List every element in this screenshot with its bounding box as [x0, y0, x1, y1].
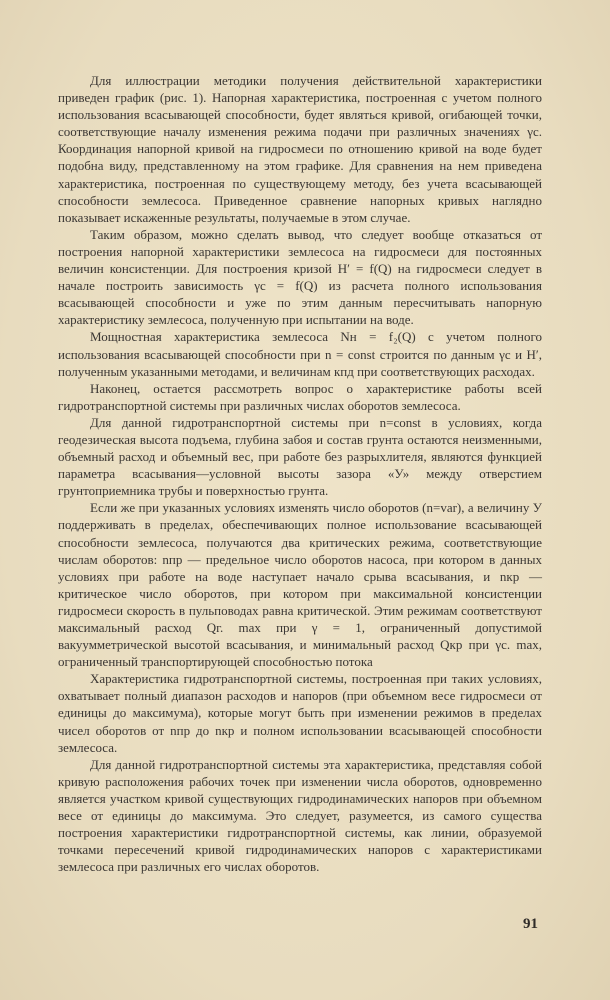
paragraph-5: Для данной гидротранспортной системы при n=const в условиях, когда геодезическая высота подъема, глубина забоя и состав грунта остаются неизменными, объемный расход и объемный вес, при работе без разрыхлителя, являются функцией параметра всасывания—условной высоты зазора «У» между отверстием грунтоприемника трубы и поверхностью грунта.: [58, 414, 542, 499]
paragraph-1: Для иллюстрации методики получения действительной характеристики приведен график (рис. 1). Напорная характеристика, построенная с учетом полного использования всасывающей способности, будет являться кривой, огибающей точки, соответствующие началу изменения режима подачи при различных значениях γс. Координация напорной кривой на гидросмеси по отношению кривой на воде будет подобна виду, представленному на этом графике. Для сравнения на нем приведена характеристика, построенная по существующему методу, без учета всасывающей способности землесоса. Приведенное сравнение напорных кривых наглядно показывает искаженные результаты, получаемые в этом случае.: [58, 73, 542, 225]
paragraph-6: Если же при указанных условиях изменять число оборотов (n=var), а величину У поддерживать в пределах, обеспечивающих полное использование всасывающей способности землесоса, получаются два критических режима, соответствующие числам оборотов: nпр — предельное число оборотов насоса, при котором в данных условиях при работе на воде наступает начало срыва всасывания, и nкр — критическое число оборотов, при котором при максимальной консистенции гидросмеси скорость в пульповодах равна критической. Этим режимам соответствуют максимальный расход Qг. max при γ = 1, ограниченный допустимой вакуумметрической высотой всасывания, и минимальный расход Qкр при γс. max, ограниченный транспортирующей способностью потока: [58, 500, 542, 670]
paragraph-3: Мощностная характеристика землесоса Nн = f₂(Q) с учетом полного использования всасывающей способности при n = const строится по данным γс и H′, полученным указанными методами, и величинам кпд при соответствующих расходах.: [58, 329, 542, 379]
page-number: 91: [523, 916, 538, 932]
body-text: [58, 72, 542, 875]
paragraph-7: Характеристика гидротранспортной системы, построенная при таких условиях, охватывает полный диапазон расходов и напоров (при объемном весе гидросмеси от единицы до максимума), которые могут быть при изменении режимов в пределах чисел оборотов от nпр до nкр и полном использовании всасывающей способности землесоса.: [58, 671, 542, 755]
paragraph-4: Наконец, остается рассмотреть вопрос о характеристике работы всей гидротранспортной системы при различных числах оборотов землесоса.: [58, 380, 542, 413]
paragraph-2: Таким образом, можно сделать вывод, что следует вообще отказаться от построения напорной характеристики землесоса на гидросмеси для постоянных величин консистенции. Для построения кризой H′ = f(Q) на гидросмеси следует в начале построить зависимость γс = f(Q) из расчета полного использования всасывающей способности и уже по этим данным пересчитывать напорную характеристику землесоса, полученную при испытании на воде.: [58, 226, 542, 328]
paragraph-8: Для данной гидротранспортной системы эта характеристика, представляя собой кривую расположения рабочих точек при изменении числа оборотов, одновременно является участком кривой существующих гидродинамических напоров при объемном весе от единицы до максимума. Это следует, разумеется, из самого существа построения характеристики гидротранспортной системы, как линии, образуемой точками пересечений кривой гидродинамических напоров с характеристиками землесоса при различных его числах оборотов.: [58, 756, 542, 875]
